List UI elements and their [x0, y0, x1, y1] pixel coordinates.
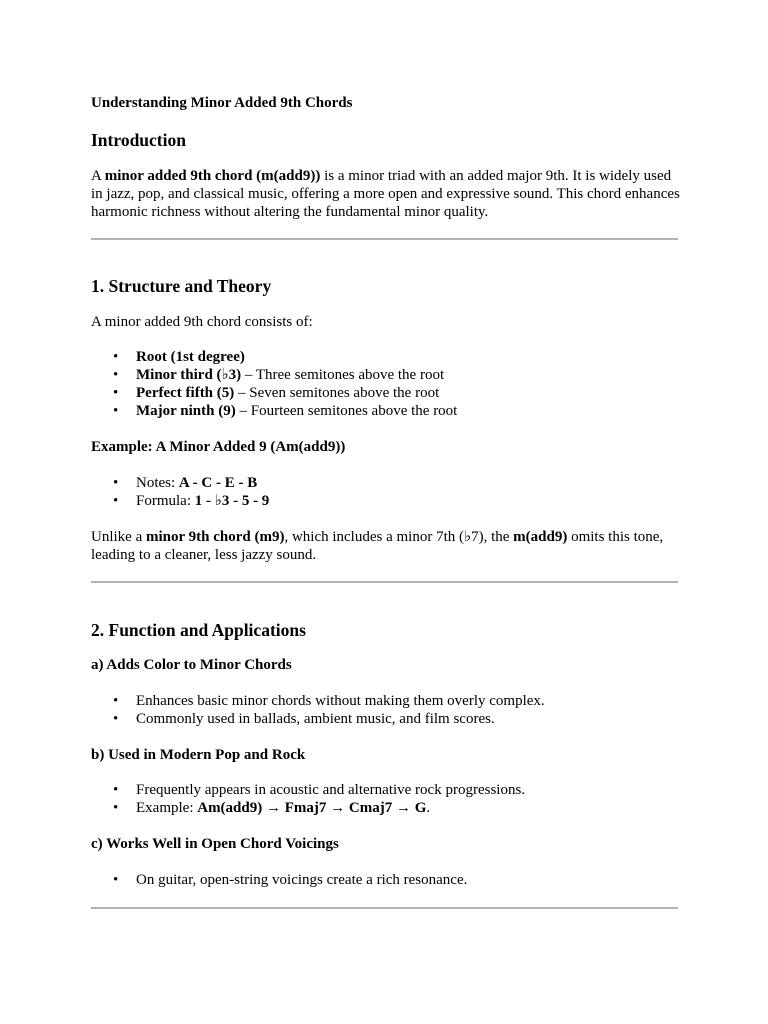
item-term: Minor third (♭3): [136, 367, 242, 383]
item-label: Formula:: [136, 493, 195, 509]
note-term: m(add9): [513, 529, 568, 545]
note-text: omits this tone, leading to a cleaner, less jazzy sound.: [91, 529, 664, 563]
introduction-heading: Introduction: [91, 130, 186, 150]
item-value: 1 - ♭3 - 5 - 9: [194, 493, 270, 509]
progression: Am(add9) → Fmaj7 → Cmaj7 → G: [197, 800, 427, 816]
item-desc: – Three semitones above the root: [241, 367, 445, 383]
item-desc: – Seven semitones above the root: [234, 385, 440, 401]
note-term: minor 9th chord (m9): [145, 529, 285, 545]
list-a: [91, 692, 681, 728]
structure-lead: A minor added 9th chord consists of:: [91, 314, 313, 330]
intro-term: minor added 9th chord (m(add9)): [104, 168, 321, 184]
item-value: A - C - E - B: [178, 475, 258, 491]
item-term: Root (1st degree): [136, 349, 245, 365]
document-title: Understanding Minor Added 9th Chords: [91, 95, 353, 111]
list-item: [91, 474, 681, 492]
list-item: [91, 348, 681, 366]
subheading-b: b) Used in Modern Pop and Rock: [91, 747, 306, 763]
structure-list: [91, 348, 681, 420]
divider-3: [91, 907, 678, 909]
note-text: , which includes a minor 7th (♭7), the: [284, 529, 514, 545]
item-label: Notes:: [136, 475, 179, 491]
item-term: Perfect fifth (5): [136, 385, 235, 401]
item-end: .: [426, 800, 431, 816]
item-term: Major ninth (9): [136, 403, 236, 419]
list-item: • Enhances basic minor chords without making them overly complex.: [91, 692, 681, 710]
list-item: [91, 402, 681, 420]
list-b: [91, 781, 681, 817]
item-desc: – Fourteen semitones above the root: [235, 403, 458, 419]
subheading-c: c) Works Well in Open Chord Voicings: [91, 836, 339, 852]
structure-heading: 1. Structure and Theory: [91, 276, 272, 296]
function-heading: 2. Function and Applications: [91, 620, 306, 640]
list-item: • Commonly used in ballads, ambient music, and film scores.: [91, 710, 681, 728]
item-label: Example:: [136, 800, 198, 816]
intro-text-c: is a minor triad with an added major 9th. It is widely used in jazz, pop, and classical music, offering a more open and expressive sound. This chord enhances harmonic richness without altering the fundamental minor quality.: [91, 168, 680, 220]
list-item: [91, 366, 681, 384]
list-c: [91, 871, 681, 889]
comparison-paragraph: [91, 528, 681, 564]
introduction-paragraph: [91, 167, 681, 221]
note-text: Unlike a: [91, 529, 146, 545]
intro-text-a: A: [91, 168, 105, 184]
divider-1: [91, 238, 678, 240]
example-list: [91, 474, 681, 510]
list-item: [91, 384, 681, 402]
list-item: [91, 492, 681, 510]
list-item: • On guitar, open-string voicings create a rich resonance.: [91, 871, 681, 889]
list-item: [91, 799, 681, 817]
list-item: • Frequently appears in acoustic and alternative rock progressions.: [91, 781, 681, 799]
divider-2: [91, 581, 678, 583]
example-heading: Example: A Minor Added 9 (Am(add9)): [91, 439, 346, 455]
subheading-a: a) Adds Color to Minor Chords: [91, 657, 292, 673]
